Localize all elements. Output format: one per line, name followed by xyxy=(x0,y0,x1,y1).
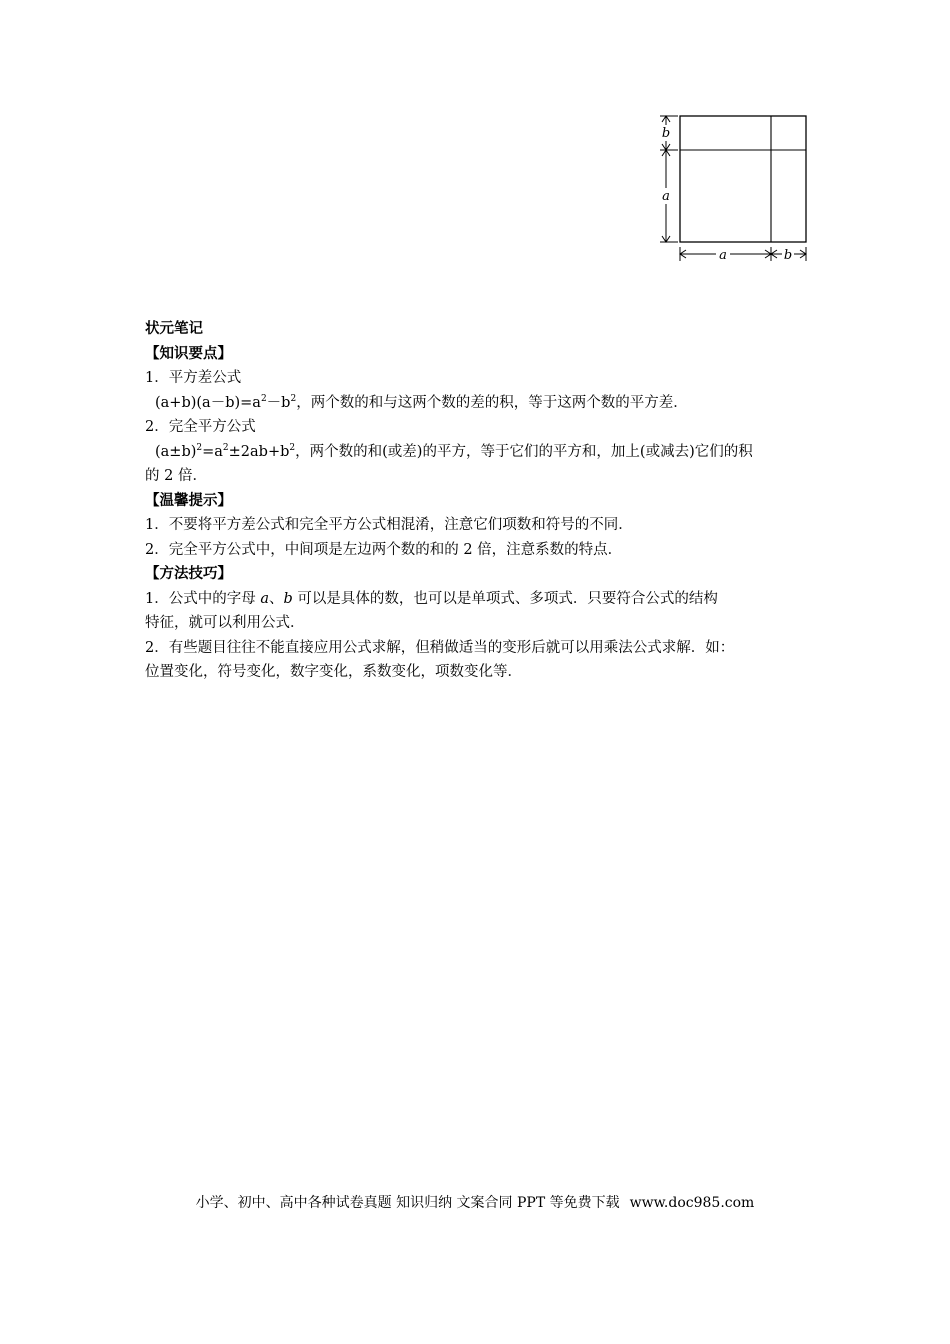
label-a-vertical: a xyxy=(662,189,670,204)
formula2-description: ，两个数的和(或差)的平方，等于它们的平方和，加上(或减去)它们的积 xyxy=(295,443,753,460)
square-diagram xyxy=(656,108,816,264)
knowledge-item1-formula-line xyxy=(145,391,825,416)
section-tips-title: 【温馨提示】 xyxy=(145,492,232,509)
methods-line1-continuation: 特征，就可以利用公式． xyxy=(145,615,305,631)
methods-line1 xyxy=(145,587,825,612)
knowledge-item1-title: 1．平方差公式 xyxy=(145,370,242,386)
knowledge-item2-title: 2．完全平方公式 xyxy=(145,419,256,435)
label-a-horizontal: a xyxy=(719,248,727,263)
formula1-part-a: (a+b)(a－b)=a xyxy=(155,394,261,411)
tips-line2: 2．完全平方公式中，中间项是左边两个数的和的 2 倍，注意系数的特点． xyxy=(145,541,623,558)
knowledge-item2-formula-line xyxy=(145,440,825,465)
tips-line1: 1．不要将平方差公式和完全平方公式相混淆，注意它们项数和符号的不同． xyxy=(145,517,633,533)
knowledge-item2-continuation: 的 2 倍． xyxy=(145,468,207,484)
methods-line2-continuation: 位置变化，符号变化，数字变化，系数变化，项数变化等． xyxy=(145,664,522,680)
section-methods-title: 【方法技巧】 xyxy=(145,566,232,582)
methods-line1-pre: 1．公式中的字母 xyxy=(145,590,261,607)
formula2-part-b: =a xyxy=(202,443,223,460)
outer-square xyxy=(680,116,806,242)
methods-line1-post: 可以是具体的数，也可以是单项式、多项式．只要符合公式的结构 xyxy=(292,590,718,607)
footer-text: 小学、初中、高中各种试卷真题 知识归纳 文案合同 PPT 等免费下载 xyxy=(195,1195,620,1211)
footer-url[interactable]: www.doc985.com xyxy=(629,1195,755,1211)
label-b-horizontal: b xyxy=(783,248,793,263)
formula2-exp1: 2 xyxy=(196,442,203,453)
formula2-exp2: 2 xyxy=(222,442,229,453)
formula1-description: ，两个数的和与这两个数的差的积，等于这两个数的平方差． xyxy=(296,394,688,411)
formula1-exp1: 2 xyxy=(260,393,267,404)
formula1-exp2: 2 xyxy=(290,393,297,404)
formula2-part-a: (a±b) xyxy=(155,443,197,460)
methods-var-b: b xyxy=(283,590,293,607)
methods-line2: 2．有些题目往往不能直接应用公式求解，但稍做适当的变形后就可以用乘法公式求解．如： xyxy=(145,639,735,656)
formula1-part-b: －b xyxy=(266,394,291,411)
notes-content xyxy=(145,317,825,685)
formula2-exp3: 2 xyxy=(289,442,296,453)
page-footer xyxy=(0,1192,950,1212)
methods-line1-sep: 、 xyxy=(269,590,284,607)
methods-var-a: a xyxy=(260,590,269,607)
section-knowledge-title: 【知识要点】 xyxy=(145,345,232,362)
label-b-vertical: b xyxy=(661,126,671,141)
formula2-part-c: ±2ab+b xyxy=(228,443,290,460)
square-diagram-svg xyxy=(656,108,816,264)
page-heading: 状元笔记 xyxy=(145,321,203,337)
